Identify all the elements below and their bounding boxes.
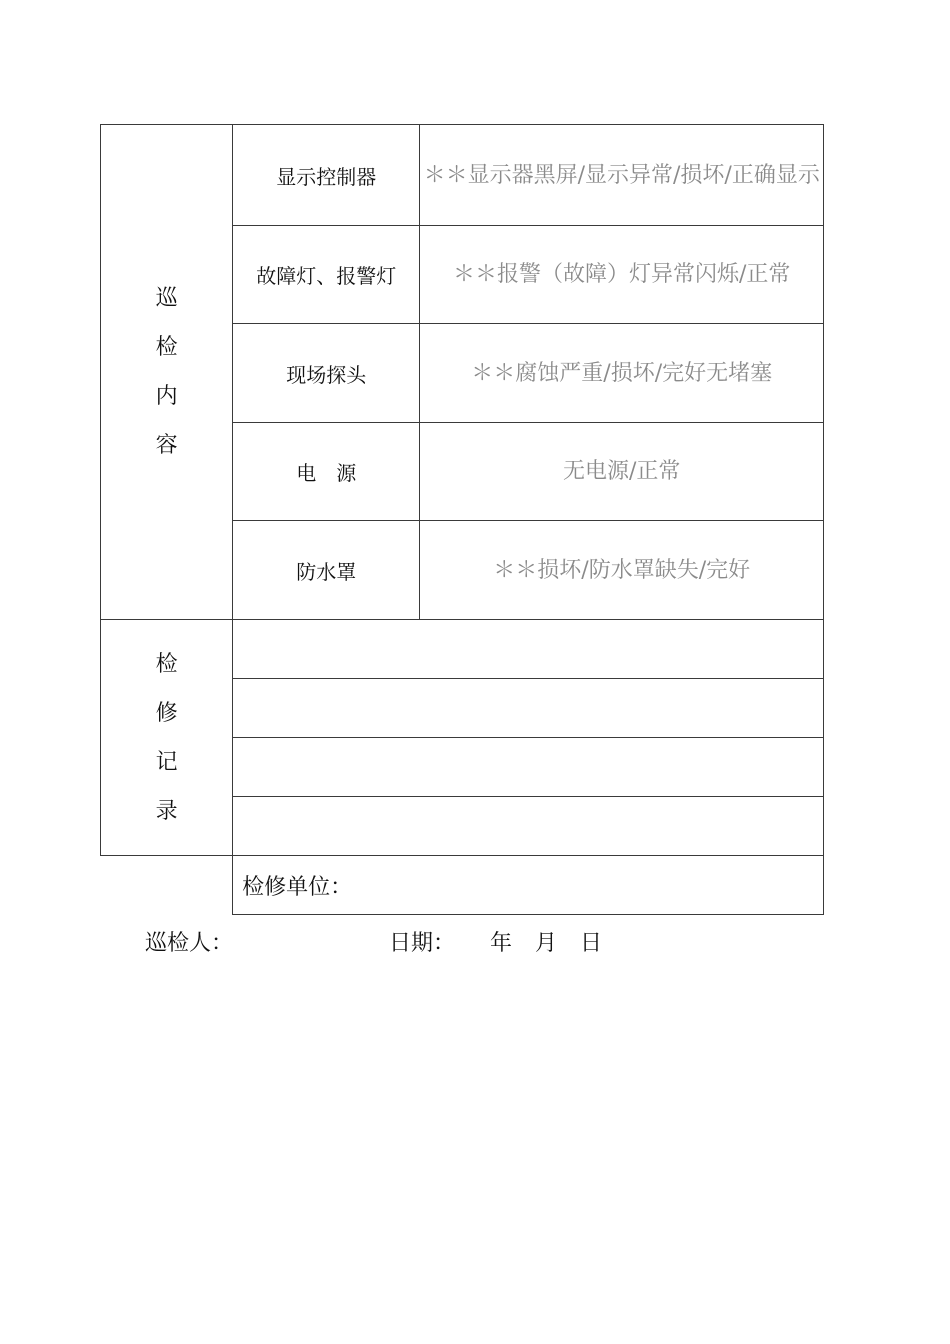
repair-record-line-1[interactable] xyxy=(233,620,824,679)
side-char: 录 xyxy=(155,798,178,824)
item-name: 显示控制器 xyxy=(233,125,420,226)
inspection-row-display-controller xyxy=(101,125,824,226)
item-name: 故障灯、报警灯 xyxy=(233,226,420,324)
inspector-label: 巡检人： xyxy=(145,931,234,956)
repair-unit-label: 检修单位： xyxy=(242,874,353,900)
repair-record-line-4[interactable] xyxy=(233,797,824,856)
item-options[interactable]: ＊＊损坏/防水罩缺失/完好 xyxy=(420,521,824,620)
item-options[interactable]: ＊＊显示器黑屏/显示异常/损坏/正确显示 xyxy=(420,125,824,226)
repair-record-header xyxy=(101,620,233,856)
side-char: 修 xyxy=(155,700,178,726)
side-char: 检 xyxy=(155,335,178,360)
item-name: 防水罩 xyxy=(233,521,420,620)
signature-footer xyxy=(0,922,950,962)
repair-unit-row xyxy=(101,856,824,915)
date-day-label: 日 xyxy=(580,931,603,956)
blank-corner-cell xyxy=(101,856,233,915)
repair-record-row xyxy=(101,620,824,679)
repair-record-line-2[interactable] xyxy=(233,679,824,738)
inspection-content-header xyxy=(101,125,233,620)
item-name: 现场探头 xyxy=(233,324,420,423)
repair-record-line-3[interactable] xyxy=(233,738,824,797)
item-options[interactable]: ＊＊腐蚀严重/损坏/完好无堵塞 xyxy=(420,324,824,423)
side-char: 容 xyxy=(155,433,178,458)
date-month-label: 月 xyxy=(535,931,558,956)
date-year-label: 年 xyxy=(490,931,513,956)
side-char: 巡 xyxy=(155,286,178,311)
inspection-table xyxy=(100,124,824,915)
date-label: 日期： xyxy=(389,931,456,956)
repair-unit-field[interactable] xyxy=(233,856,824,915)
side-char: 记 xyxy=(155,749,178,775)
item-options[interactable]: 无电源/正常 xyxy=(420,423,824,521)
side-char: 内 xyxy=(155,384,178,409)
item-name: 电 源 xyxy=(233,423,420,521)
side-char: 检 xyxy=(155,651,178,677)
item-options[interactable]: ＊＊报警（故障）灯异常闪烁/正常 xyxy=(420,226,824,324)
